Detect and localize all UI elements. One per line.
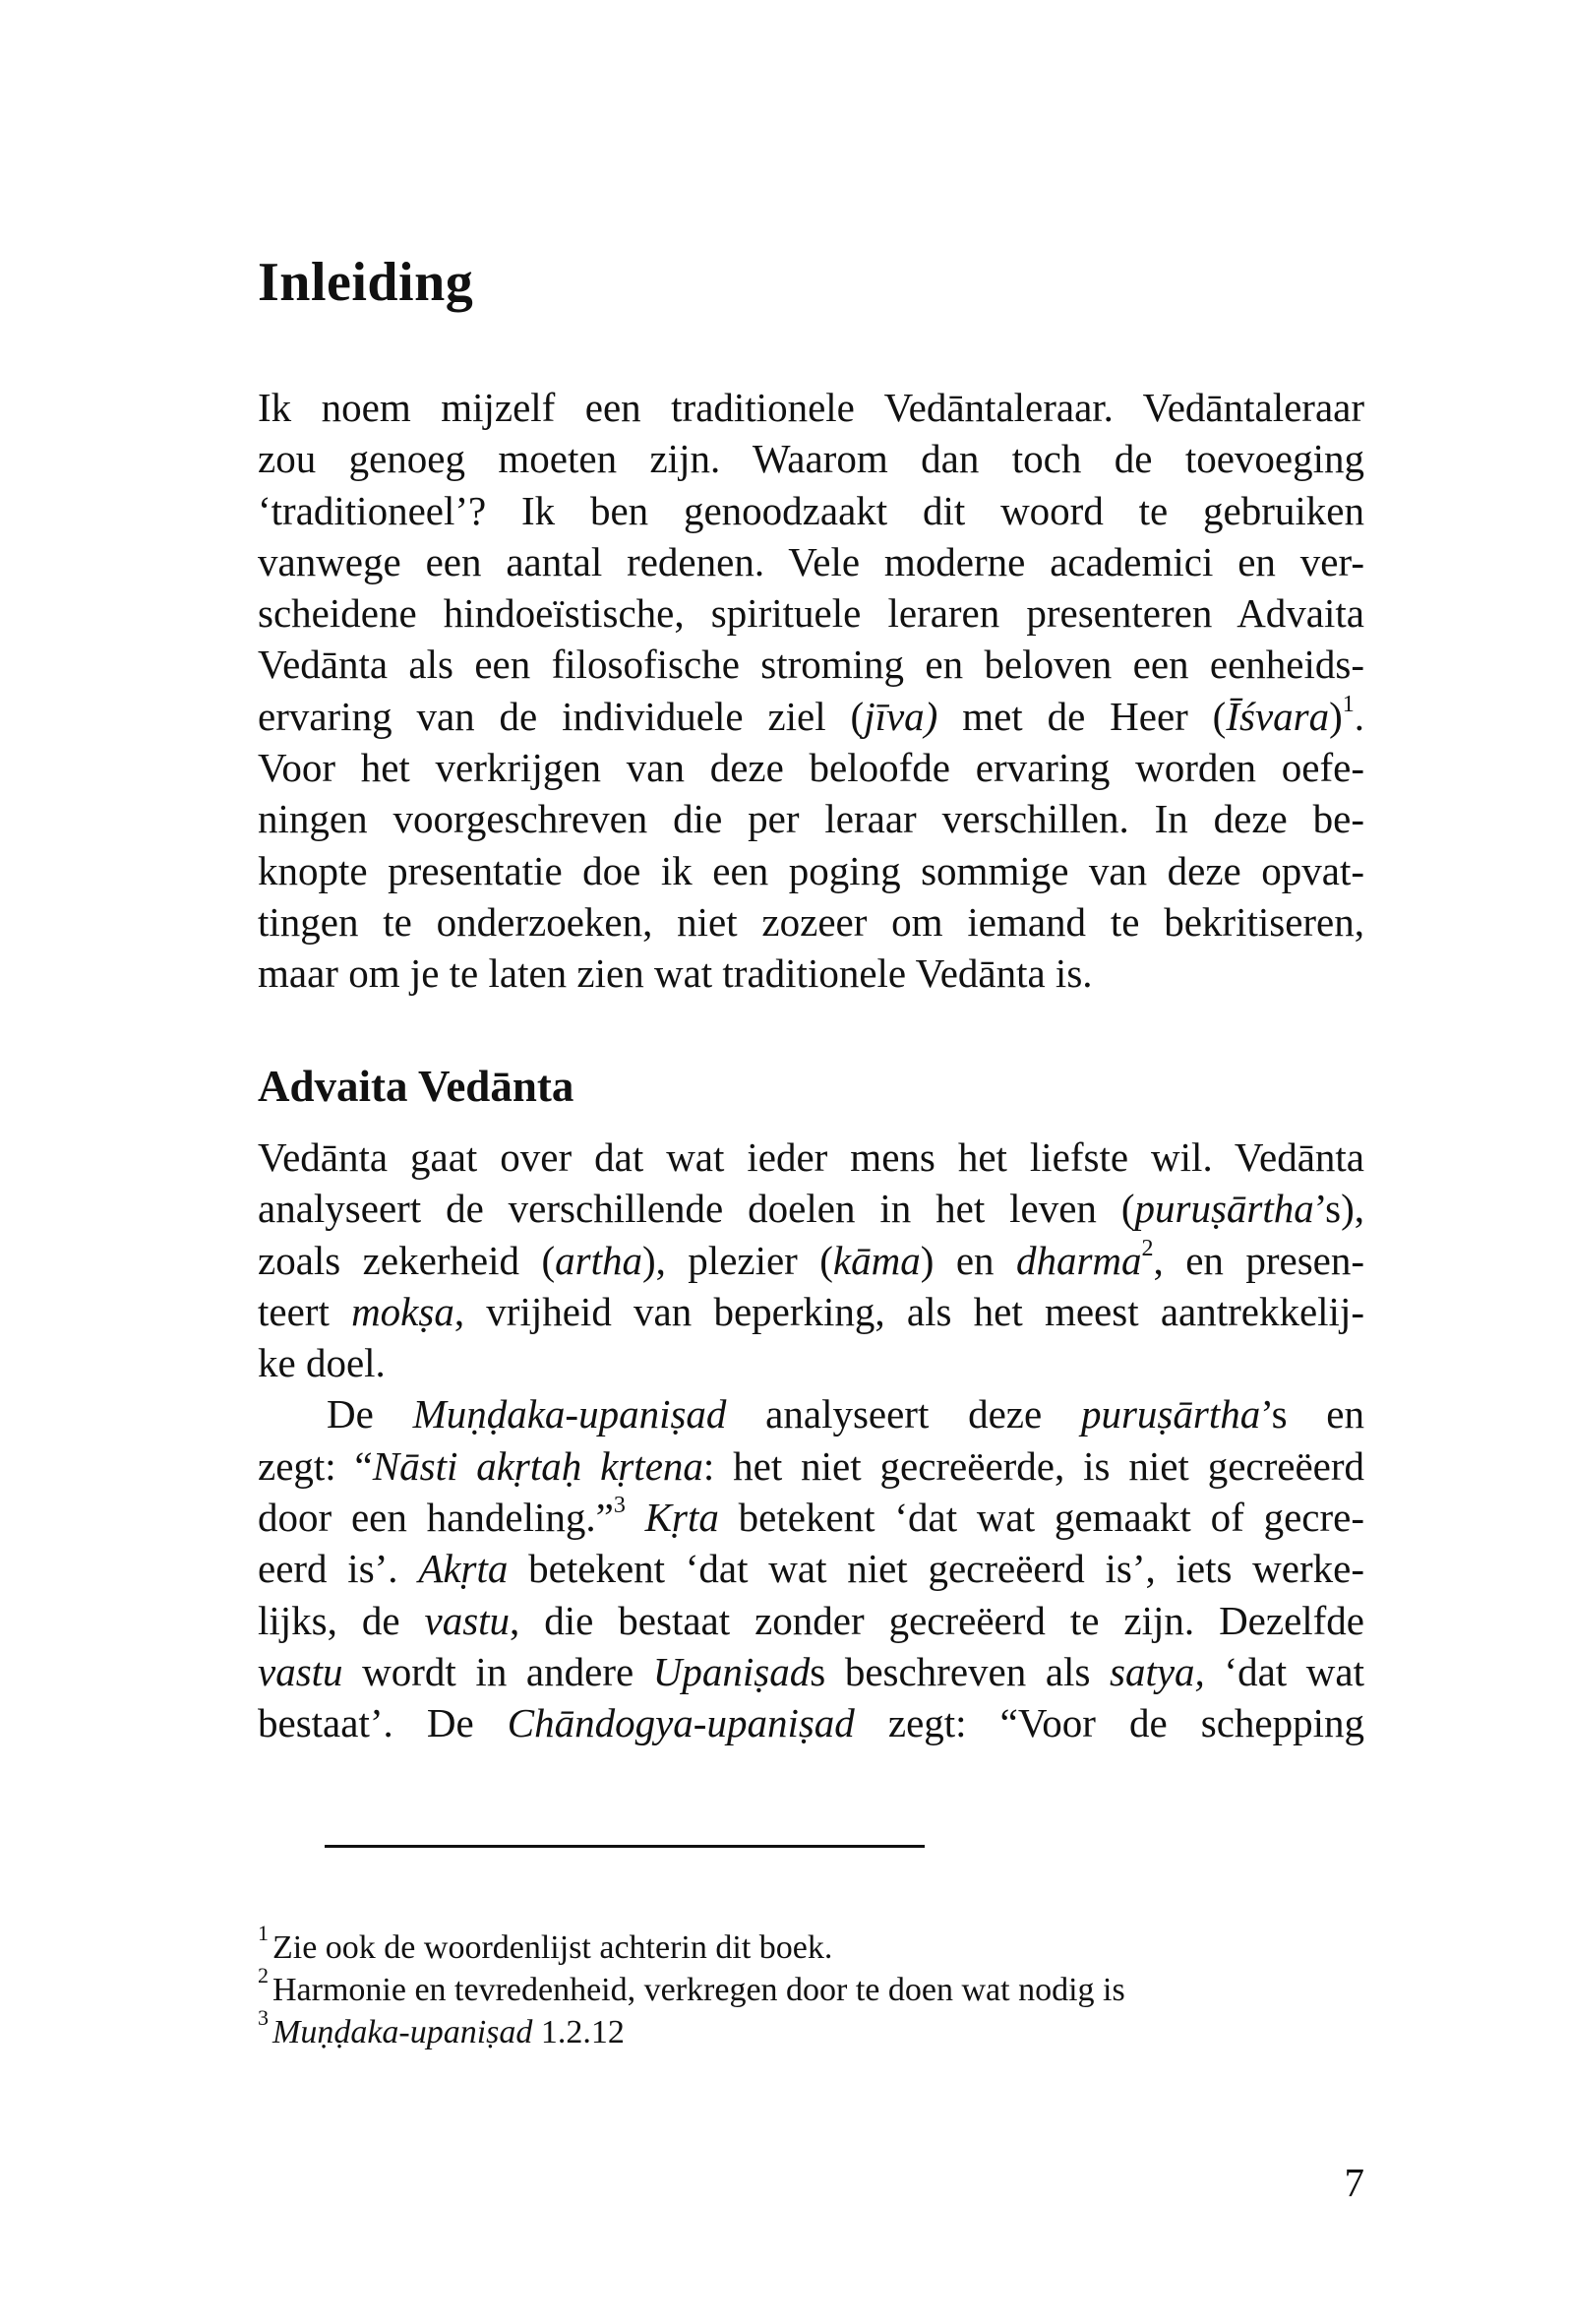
term-chandogya-upanisad: Chāndogya-upaniṣad [507,1700,855,1746]
text-run: , vrijheid van beperking, als het meest aantrekkelij- [453,1288,1364,1334]
text-line [258,1492,1364,1543]
footnote-ref-3[interactable]: 3 [613,1493,626,1519]
footnote-number: 2 [258,1962,269,1988]
page-title: Inleiding [258,252,474,313]
footnote-1 [258,1920,1125,1969]
text-run: door een handeling.” [258,1495,614,1541]
text-line: ningen voorgeschreven die per leraar verschillen. In deze be- [258,796,1364,842]
text-line [258,1543,1364,1594]
text-line: tingen te onderzoeken, niet zozeer om iemand te bekritiseren, [258,898,1364,945]
footnote-text: Zie ook de woordenlijst achterin dit boek. [272,1929,833,1966]
text-run: teert [258,1288,352,1334]
quote-nasti-akrtah-krtena: Nāsti akṛtaḥ kṛtena [372,1442,703,1489]
term-upanisad: Upaniṣad [652,1648,811,1694]
text-run: De [327,1391,413,1437]
text-line: scheidene hindoeïstische, spirituele leraren presenteren Advaita [258,590,1364,637]
term-dharma: dharma [1015,1237,1142,1283]
footnote-text-italic: Muṇḍaka-upaniṣad [272,2014,533,2050]
text-run: zegt: “Voor de schepping [854,1700,1364,1746]
term-purusartha: puruṣārtha [1134,1186,1314,1232]
footnote-ref-1[interactable]: 1 [1342,692,1355,718]
section-heading: Advaita Vedānta [258,1062,574,1111]
text-line [258,1183,1364,1234]
footnote-text: Harmonie en tevredenheid, verkregen door te doen wat nodig is [272,1972,1125,2008]
text-line [258,1388,1364,1439]
footnote-separator [325,1845,925,1848]
text-run: . [1354,693,1365,739]
term-mundaka-upanisad: Muṇḍaka-upaniṣad [412,1391,727,1437]
text-line: zou genoeg moeten zijn. Waarom dan toch de toevoeging [258,436,1364,482]
footnote-3 [258,2004,1125,2053]
text-run: lijks, de [258,1597,425,1643]
text-run: s beschreven als [810,1648,1111,1694]
intro-paragraph [258,382,1364,1000]
term-kama: kāma [832,1237,921,1283]
text-line [258,1235,1364,1286]
text-run: , die bestaat zonder gecreëerd te zijn. Dezelfde [510,1597,1365,1643]
footnote-number: 3 [258,2004,269,2030]
term-artha: artha [555,1237,642,1283]
text-run: analyseert deze [726,1391,1081,1437]
text-run: ervaring van de individuele ziel ( [258,693,865,739]
text-run: : het niet gecreëerde, is niet gecreëerd [702,1442,1365,1489]
text-run: ‘dat wat [1204,1648,1364,1694]
text-run: zoals zekerheid ( [258,1237,556,1283]
text-run: , en presen- [1153,1237,1364,1283]
term-krta: Kṛta [644,1495,719,1541]
text-line [258,1595,1364,1646]
term-satya: satya, [1110,1648,1205,1694]
footnote-ref-2[interactable]: 2 [1141,1235,1154,1261]
page-number: 7 [1344,2160,1364,2205]
text-run [626,1495,645,1540]
term-purusartha: puruṣārtha [1080,1391,1261,1437]
text-line: knopte presentatie doe ik een poging sommige van deze opvat- [258,847,1364,893]
footnotes [258,1920,1125,2053]
text-line [258,1697,1364,1748]
text-run: eerd is’. [258,1546,419,1592]
text-run: ), plezier ( [641,1237,833,1283]
text-line [258,1440,1364,1492]
term-jiva: jīva) [864,693,938,739]
footnote-2 [258,1962,1125,2011]
text-run: zegt: “ [258,1442,373,1489]
text-run: betekent ‘dat wat gemaakt of gecre- [718,1495,1364,1541]
footnote-text: 1.2.12 [532,2014,625,2050]
term-akrta: Akṛta [418,1546,509,1592]
term-moksa: mokṣa [351,1288,454,1334]
term-vastu: vastu [258,1648,343,1694]
text-run: betekent ‘dat wat niet gecreëerd is’, iets werke- [508,1546,1364,1592]
text-run: ’s), [1313,1186,1364,1232]
text-run: wordt in andere [342,1648,653,1694]
text-run: ’s en [1260,1391,1365,1437]
text-line: ‘traditioneel’? Ik ben genoodzaakt dit woord te gebruiken [258,487,1364,533]
text-run: analyseert de verschillende doelen in het leven ( [258,1186,1135,1232]
text-run: ) en [920,1237,1016,1283]
footnote-number: 1 [258,1920,269,1945]
text-line [258,691,1364,742]
text-line: ke doel. [258,1340,386,1386]
text-line: maar om je te laten zien wat traditionele Vedānta is. [258,950,1093,997]
term-isvara: Īśvara [1226,693,1330,739]
text-line: Voor het verkrijgen van deze beloofde ervaring worden oefe- [258,745,1364,791]
text-run: ) [1329,693,1343,739]
text-line: Ik noem mijzelf een traditionele Vedāntaleraar. Vedāntaleraar [258,385,1364,430]
term-vastu: vastu [424,1597,511,1643]
text-line: Vedānta gaat over dat wat ieder mens het liefste wil. Vedānta [258,1134,1364,1180]
text-run: met de Heer ( [937,693,1227,739]
text-line [258,1646,1364,1697]
text-run: bestaat’. De [258,1700,508,1746]
section-paragraph [258,1131,1364,1749]
text-line: vanwege een aantal redenen. Vele moderne academici en ver- [258,538,1364,584]
text-line: Vedānta als een filosofische stroming en beloven een eenheids- [258,642,1364,688]
text-line [258,1286,1364,1337]
